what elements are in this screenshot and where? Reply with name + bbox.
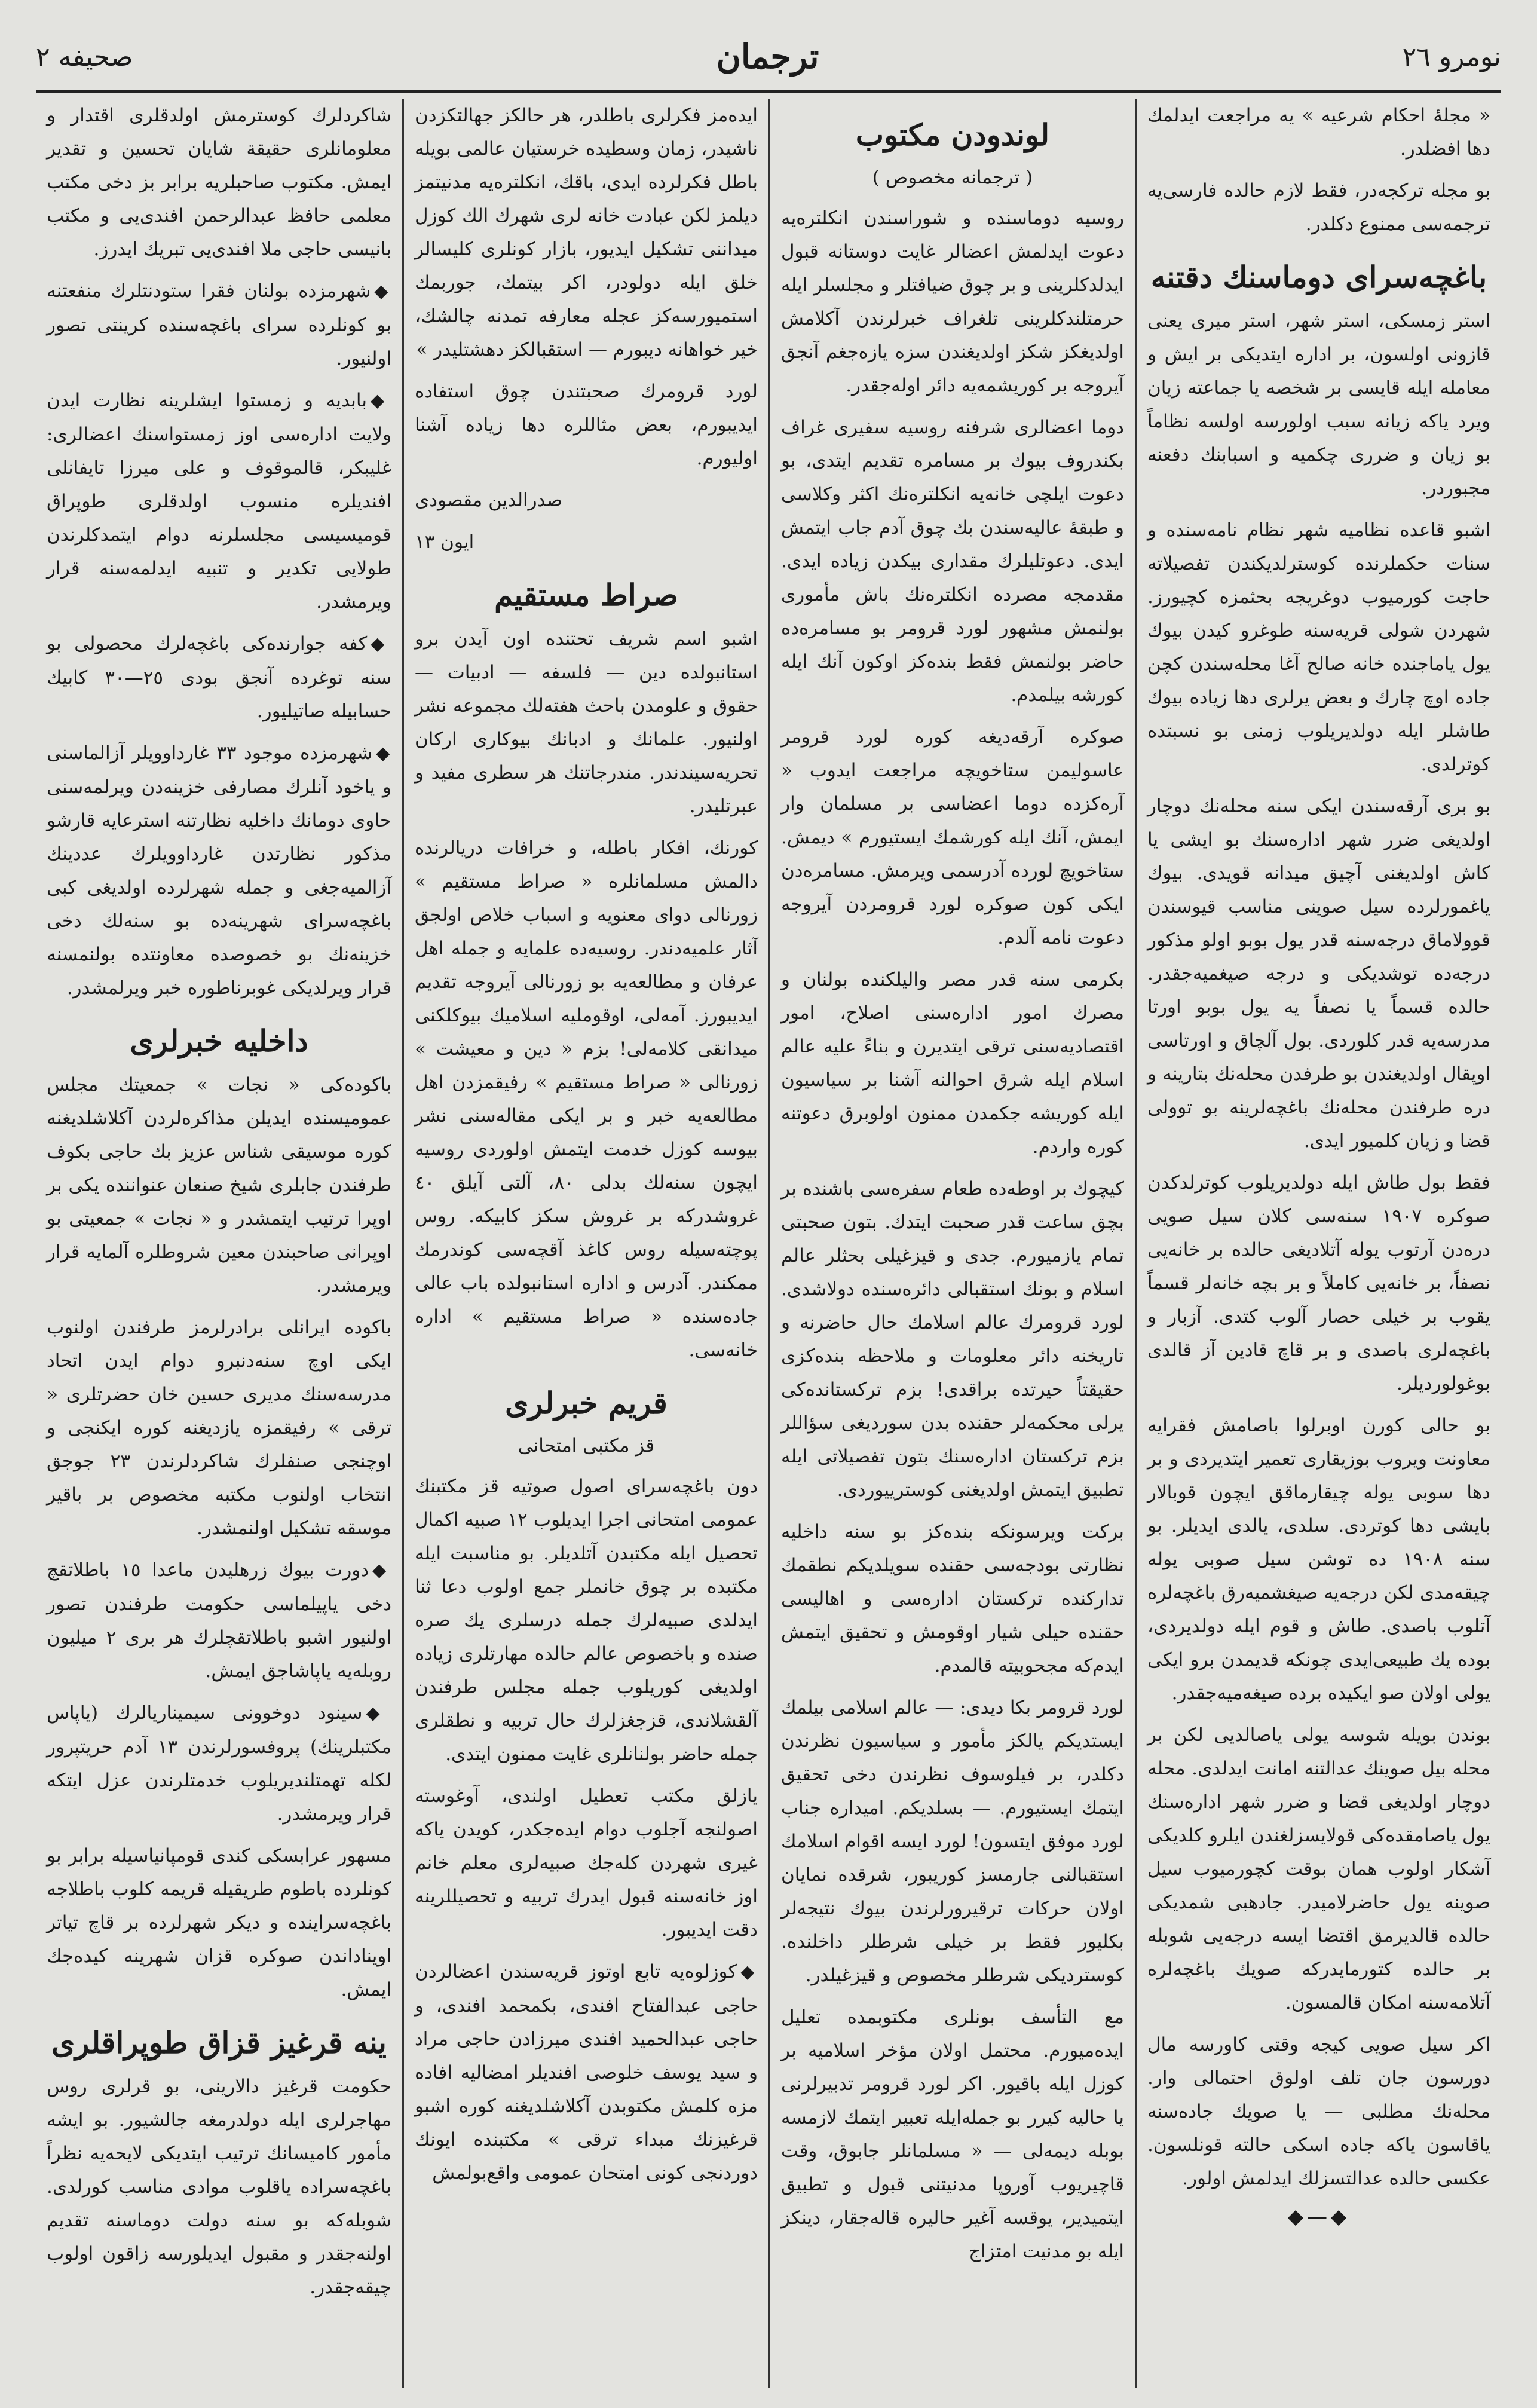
paragraph: روسیه دوماسنده و شوراسندن انکلتره‌یه دعوت ایدلمش اعضالر غایت دوستانه قبول ایدلدکلرینی و بر چوق ضیافتلر و مجلسلر ایله حرمتلندکلرینی تلغراف خبرلرندن آکلامش اولدیغکز شکز اولدیغندن سزه یازه‌جغم آنجق آیروجه بر کوریشمه‌یه دائر اوله‌جقدر. bbox=[781, 207, 1124, 396]
paragraph bbox=[47, 274, 391, 375]
paragraph: بو حالی کورن اوبرلوا باصامش فقرایه معاونت ویروب بوزیقاری تعمیر ایتدیردی و بر دها سوبی یوله چیقارماقق ایچون قوبالار بایشی دها کوتردی. سلدی، یالدی ایدیلر. بو سنه ١٩٠٨ ده توشن سیل صوبی یوله چیقه‌مدی لکن درجه‌یه صیغشمیه‌رق باغچه‌لره آتلوب باصدی. طاش و قوم ایله دولدیردی، بوده یك طبیعی‌ایدی چونکه قدیمدن برو ایکی یولی اولان صو ایکیده برده صیغه‌میه‌جقدر. bbox=[1147, 1415, 1490, 1704]
paragraph bbox=[47, 1696, 391, 1831]
columns bbox=[36, 99, 1501, 2388]
article-heading: صراط مستقیم bbox=[494, 577, 678, 613]
paragraph: شاکردلرك کوسترمش اولدقلری اقتدار و معلومانلری حقیقة شایان تحسین و تقدیر ایمش. مکتوب صاحبلریه برابر بز دخی مکتب معلمی حافظ عبدالرحمن افندی‌یی و مکتب بانیسی حاجی ملا افندی‌یی تبریك ایدرز. bbox=[47, 105, 391, 260]
paragraph: دون باغچه‌سرای اصول صوتیه قز مکتبنك عمومی امتحانی اجرا ایدیلوب ١٢ صبیه اکمال تحصیل ایله مکتبدن آتلدیلر. بو مناسبت ایله مکتبده بر چوق خانملر جمع اولوب دعا ثنا ایدلدی صبیه‌لرك جمله درسلری یك صره صنده و باخصوص عالم حالده مهارتلری زیاده اولدیغی کوریلوب جمله مجلس طرفندن آلقشلاندی، قزجغزلرك حال تربیه و نطقلری جمله حاضر بولنانلری غایت ممنون ایتدی. bbox=[415, 1476, 758, 1765]
page-header bbox=[36, 24, 1501, 93]
paragraph bbox=[47, 736, 391, 1005]
divider-ornament: ◆—◆ bbox=[1287, 2205, 1351, 2229]
paragraph: فقط بول طاش ایله دولدیریلوب کوترلدکدن صوکره ١٩٠٧ سنه‌سی کلان سیل صویی دره‌دن آرتوب یوله آتلادیغی حالده بر خانه‌یی نصفاً، بر خانه‌یی کاملاً و بر بچه خانه‌لر قسماً یقوب بر خیلی حصار آلوب کتدی. آزبار و باغچه‌لری باصدی و بر قاچ قادین آز قالدی بوغولوردیلر. bbox=[1147, 1172, 1491, 1394]
diamond-icon: ◆ bbox=[372, 1560, 391, 1581]
paragraph: ایده‌مز فکرلری باطلدر، هر حالکز جهالتکزدن ناشیدر، زمان وسطیده خرستیان عالمی بویله باطل فکرلرده ایدی، باقك، انکلتره‌یه مدنیتمز دیلمز لکن عبادت خانه لری شهرك الك کوزل میداننی تشکیل ایدیور، بازار کونلری کلیسالر خلق ایله دولودر، اکر بیتمك، جوربمك استمیورسه‌کز عجله معارفه تمدنه چالشك، خیر خواهانه دیبورم — استقبالکز دهشتلیدر » bbox=[415, 105, 758, 360]
paragraph bbox=[47, 1553, 391, 1688]
paragraph: اشبو قاعده نظامیه شهر نظام نامه‌سنده و سنات حکملرنده کوسترلدیکندن تفصیلاته حاجت کورمیوب دوغریجه بحثمزه کچیورز. شهردن شولی قریه‌سنه طوغرو کیدن بیوك یول یاماجنده خانه صالح آغا محله‌سندن کچن جاده اوچ چارك و بعض یرلری دها زیاده بیوك طاشلر ایله دولدیریلوب زمنی بو نسبتده کوترلدی. bbox=[1147, 519, 1490, 775]
diamond-icon: ◆ bbox=[366, 1703, 391, 1724]
paragraph: استر زمسکی، استر شهر، استر میری یعنی قازونی اولسون، بر اداره ایتدیکی بر ایش و معامله ایله قایسی بر شخصه یا جماعته زیان ویرد یاکه زیانه سبب اولورسه اولسه نظاماً بو زیان و ضرری چکمیه و اسبابنك دفعنه مجبوردر. bbox=[1147, 310, 1490, 499]
paragraph: بوندن بویله شوسه یولی یاصالدیی لکن بر محله بیل صوینك عدالتنه امانت ایدلدی. محله دوچار اولدیغی قضا و ضرر شهر اداره‌سنك یول یاصامقده‌کی قولایسزلغندن ایلرو کلدیکی آشکار اولوب همان بوقت کچورمیوب سیل صوینه یول حاضرلامیدر. جادهبی شمدیکی حالده قالدیرمق اقتضا ایسه درجه‌یی شوبله بر حالده کتورمایدرکه صویك باغچه‌لره آتلامه‌سنه امکان قالمسون. bbox=[1147, 1724, 1490, 2014]
column-2 bbox=[768, 99, 1135, 2388]
paragraph: حکومت قرغیز دالارینی، بو قرلری روس مهاجرلری ایله دولدرمغه جالشیور. بو ایشه مأمور کامیسانك ترتیب ایتدیکی لایحه‌یه نظراً باغچه‌سراده یاقلوب موادی مناسب کورلدی. شوبله‌که بو سنه دولت دوماسنه تقدیم اولنه‌جقدر و مقبول ایدیلورسه زاقون اولوب چیقه‌جقدر. bbox=[47, 2076, 391, 2298]
paragraph bbox=[47, 627, 391, 728]
paragraph-text: شهرمزده موجود ٣٣ غارداوویلر آزالماسنی و یاخود آنلرك مصارفی خزینه‌دن ویرلمه‌سنی حاوی دومانك داخلیه نظارتنه استرعایه قارشو مذکور نظارتدن غارداوویلرك عددینك آزالمیه‌جغی و جمله شهرلرده اولدیغی کبی باغچه‌سرای شهرینه‌ده بو سنه‌لك دخی خزینه‌نك بو خصوصده معاونتده بولنمسنه قرار ویرلدیکی غوبرناطوره خبر ویرلمشدر. bbox=[47, 742, 391, 999]
paragraph: بکرمی سنه قدر مصر والیلکنده بولنان و مصرك امور اداره‌سنی اصلاح، امور اقتصادیه‌سنی ترقی ایتدیرن و بناءً علیه عالم اسلام ایله شرق احوالنه آشنا بر سیاسیون ایله کوریشه جکمدن ممنون اولوبرق دعوتنه کوره واردم. bbox=[781, 969, 1124, 1158]
article-heading: لوندودن مکتوب bbox=[855, 117, 1050, 152]
diamond-icon: ◆ bbox=[371, 390, 391, 411]
paragraph-text: شهرمزده بولنان فقرا ستودنتلرك منفعتنه بو کونلرده سرای باغچه‌سنده کرینتی تصور اولنیور. bbox=[47, 280, 391, 369]
signature-date: ایون ١٣ bbox=[415, 531, 474, 553]
article-heading: قریم خبرلری bbox=[505, 1385, 668, 1421]
diamond-icon: ◆ bbox=[371, 634, 391, 654]
paragraph: کیچوك بر اوطه‌ده طعام سفره‌سی باشنده بر بچق ساعت قدر صحبت ایتدك. بتون صحبتی تمام یازمیورم. جدی و قیزغیلی بحثلر عالم اسلام و بونك استقبالی دائره‌سنده دولاشدی. لورد قرومرك عالم اسلامك حال حاضرنه و تاریخنه دائر معلومات و ملاحظه بنده‌کزی حقیقتاً حیرتده براقدی! بزم ترکستانده‌کی یرلی محکمه‌لر حقنده بدن سوردیغی سؤاللر بزم ترکستان اداره‌سنك بتون تفصیلاتی ایله تطبیق ایتمش اولدیغنی کوسترییوردی. bbox=[781, 1178, 1124, 1501]
paragraph: بو بری آرقه‌سندن ایکی سنه محله‌نك دوچار اولدیغی ضرر شهر اداره‌سنك بو ایشی یا کاش اولدیغنی آچیق میدانه قویدی. بیوك یاغمورلرده سیل صوینی مناسب قیوسندن قوولاماق درجه‌سنه قدر یول بوبو اولو مذکور درجه‌ده توشدیکی و درجه صیغمیه‌جقدر. حالده قسماً یا نصفاً یه یول بوبو اورتا مدرسه‌یه قدر کلوردی. بول آلچاق و اورتاسی اوپقال اولدیغندن بو طرفدن محله‌نك بتارینه و دره طرفندن محله‌نك باغچه‌لرینه بو توولی قضا و زیان کلمیور ایدی. bbox=[1147, 795, 1490, 1152]
column-4 bbox=[36, 99, 402, 2388]
paragraph: مسهور عرابسکی کندی قومپانیاسیله برابر بو کونلرده باطوم طریقیله قریمه کلوب باطلاجه باغچه‌سراینده و دیکر شهرلرده بر قاچ تیاتر اویناداندن صوکره قزان شهرینه کیده‌جك ایمش. bbox=[47, 1845, 391, 2000]
diamond-icon: ◆ bbox=[376, 743, 391, 764]
paragraph: دوما اعضالری شرفنه روسیه سفیری غراف بکندروف بیوك بر مسامره تقدیم ایتدی، بو دعوت ایلچی خانه‌یه انکلتره‌نك اکثر وکلاسی و طبقۀ عالیه‌سندن بك چوق آدم جاب ایتمش ایدی. دعوتلیلرك مقداری بیکدن زیاده ایدی. مقدمجه مصرده انکلتره‌نك باش مأموری بولنمش مشهور لورد قرومر بو مسامره‌ده حاضر بولنمش فقط بنده‌کز اوکون آنك ایله کورشه بیلمدم. bbox=[781, 417, 1124, 706]
article-heading: داخلیه خبرلری bbox=[130, 1023, 308, 1058]
paragraph: باکوده ایرانلی برادرلرمز طرفندن اولنوب ایکی اوچ سنه‌دنبرو دوام ایدن اتحاد مدرسه‌سنك مدیری حسین خان حضرتلری « ترقی » رفیقمزه یازدیغنه کوره ایکنجی و اوچنجی صنفلرك شاکردلرندن ٢٣ جوجق انتخاب اولنوب مکتبه مخصوص بر باقیر موسقه تشکیل اولنمشدر. bbox=[47, 1317, 391, 1539]
paragraph: صوکره آرقه‌دیغه کوره لورد قرومر عاسولیمن ستاخویچه مراجعت ایدوب « آره‌کزده دوما اعضاسی بر مسلمان وار ایمش، آنك ایله کورشمك ایستیورم » دیمش. ستاخویچ لورده آدرسمی ویرمش. مسامره‌دن ایکی کون صوکره لورد قرومردن آیروجه دعوت نامه آلدم. bbox=[781, 726, 1124, 948]
column-1 bbox=[1135, 99, 1501, 2388]
author-signature: صدرالدین مقصودی bbox=[415, 489, 563, 511]
paragraph-text: دورت بیوك زرهلیدن ماعدا ١٥ باطلاتقچ دخی یاپیلماسی حکومت طرفندن تصور اولنیور اشبو باطلاتقچلرك هر بری ٢ میلیون روبله‌یه یاپاشاجق ایمش. bbox=[47, 1559, 391, 1682]
paragraph bbox=[415, 1955, 758, 2190]
paragraph-text: کوزلوه‌یه تابع اوتوز قریه‌سندن اعضالردن حاجی عبدالفتاح افندی، بکمحمد افندی، و حاجی عبدالحمید افندی میرزادن حاجی مراد و سید یوسف خلوصی افندیلر امضالیه افاده مزه کلمش مکتوبدن آکلاشلدیغنه کوره اشبو قرغیزنك مبداء ترقی » مکتبنده ایونك دوردنجی کونی امتحان عمومی واقع‌بولمش bbox=[415, 1961, 758, 2184]
paragraph-text: کفه جوارنده‌کی باغچه‌لرك محصولی بو سنه توغرده آنجق بودی ٢٥—٣٠ کابیك حسابیله صاتیلیور. bbox=[47, 633, 391, 722]
newspaper-title: ترجمان bbox=[716, 37, 819, 77]
paragraph: لورد قرومرك صحبتندن چوق استفاده ایدیبورم، بعض مثاللره دها زیاده آشنا اولیورم. bbox=[415, 381, 758, 469]
paragraph: بو مجله ترکجه‌در، فقط لازم حالده فارسی‌یه ترجمه‌سی ممنوع دکلدر. bbox=[1147, 180, 1490, 235]
paragraph: اشبو اسم شریف تحتنده اون آیدن برو استانبولده دین — فلسفه — ادبیات — حقوق و علومدن باحث هفته‌لك مجموعه نشر اولنیور. علمانك و ادبانك بیوکاری ارکان تحریه‌سیندندر. مندرجاتنك هر سطری مفید و عبرتلیدر. bbox=[415, 628, 758, 817]
article-heading: ینه قرغیز قزاق طوپراقلری bbox=[51, 2025, 387, 2060]
paragraph: « مجلۀ احکام شرعیه » یه مراجعت ایدلمك دها افضلدر. bbox=[1147, 105, 1490, 160]
paragraph: مع التأسف بونلری مکتوبمده تعلیل ایده‌میورم. محتمل اولان مؤخر اسلامیه بر کوزل ایله باقیور. اکر لورد قرومر تدبیرلرنی یا حالیه کیرر بو جمله‌ایله تعبیر ایتمك لازمسه بوبله دیمه‌لی — « مسلمانلر جابوق، وقت قاچیریوب آوروپا مدنیتنی قبول و تطبیق ایتمیدیر، یوقسه آغیر حالیره قاله‌جقار، دینکز ایله بو مدنیت امتزاج bbox=[781, 2006, 1124, 2262]
paragraph: باکوده‌کی « نجات » جمعیتك مجلس عمومیسنده ایدیلن مذاکره‌لردن آکلاشلدیغنه کوره موسیقی شناس عزیز بك حاجی بکوف طرفندن جابلری شیخ صنعان عنواننده یکی بر اوپرا ترتیب ایتمشدر و « نجات » جمعیتی بو اوپرانی صاحبندن معین شروطلره آلمایه قرار ویرمشدر. bbox=[47, 1074, 391, 1296]
column-3 bbox=[402, 99, 768, 2388]
diamond-icon: ◆ bbox=[374, 281, 391, 302]
paragraph: لورد قرومر بکا دیدی: — عالم اسلامی بیلمك ایستدیکم یالکز مأمور و سیاسیون نظرندن دکلدر، بر فیلوسوف نظرندن دخی تحقیق ایتمك ایستیورم. — بسلدیکم. امیداره جناب لورد موفق ایتسون! لورد ایسه اقوام اسلامك استقبالنی جارمسز کوریبور، شرقده نمایان اولان حرکات ترقیرورلرندن بیوك نتیجه‌لر بکلیور فقط بر خیلی شرطلر داخلنده. کوستردیکی شرطلر مخصوص و قیزغیلدر. bbox=[781, 1697, 1124, 1986]
paragraph-text: سینود دوخوونی سیمیناریالرك (یاپاس مکتبلرینك) پروفسورلرندن ١٣ آدم حریتپرور لکله تهمتلندیریلوب خدمتلرندن عزل ایتکه قرار ویرمشدر. bbox=[47, 1702, 391, 1825]
article-subheading: ( ترجمانه مخصوص ) bbox=[872, 167, 1033, 188]
paragraph: یازلق مکتب تعطیل اولندی، آوغوسته اصولنجه آجلوب دوام ایده‌جکدر، کویدن یاکه غیری شهردن کله‌جك صبیه‌لری معلم خانم اوز خانه‌سنه قبول ایدرك تربیه و تحصیللرینه دقت ایدیبور. bbox=[415, 1785, 758, 1941]
paragraph: برکت ویرسونکه بنده‌کز بو سنه داخلیه نظارتی بودجه‌سی حقنده سویلدیکم نطقمك تدارکنده ترکستان اداره‌سی و اهالیسی حقنده حیلی شیار اوقومش و تحقیق ایتمش ایدم‌که مجحوبیته قالمدم. bbox=[781, 1521, 1124, 1676]
issue-number: نومرو ٢٦ bbox=[1402, 41, 1501, 72]
paragraph: اکر سیل صویی کیجه وقتی کاورسه مال دورسون جان تلف اولوق احتمالی وار. محله‌نك مطلبی — یا صویك جاده‌سنه یاقاسون یاکه جاده اسکی حالته قونلسون. عکسی حالده عدالتسزلك ایدلمش اولور. bbox=[1147, 2034, 1490, 2189]
paragraph bbox=[47, 384, 391, 619]
diamond-icon: ◆ bbox=[740, 1962, 758, 1982]
paragraph-text: بابدیه و زمستوا ایشلرینه نظارت ایدن ولایت اداره‌سی اوز زمستواسنك اعضالری: غلیبکر، قالموقوف و علی میرزا تایفانلی افندیلره منسوب اولدقلری طوپراق قومیسیسی مجلسلرنه دوام ایتمدکلرندن طولایی تکدیر و تنبیه ایدلمه‌سنه قرار ویرمشدر. bbox=[47, 390, 391, 613]
article-heading: باغچه‌سرای دوماسنك دقتنه bbox=[1150, 259, 1487, 295]
page-number: صحیفه ٢ bbox=[36, 41, 133, 72]
paragraph: کورنك، افکار باطله، و خرافات دریالرنده دالمش مسلمانلره « صراط مستقیم » زورنالی دوای معنویه و اسباب خلاص اولجق آثار علمیه‌دندر. روسیه‌ده علمایه و جمله اهل عرفان و مطالعه‌یه بو زورنالی آیروجه تقدیم ایدیبورز. آمه‌لی، اوقوملیه اسلامیك بیوکلکنی میدانقی کلامه‌لی! بزم « دین و معیشت » زورنالی « صراط مستقیم » رفیقمزدن اهل مطالعه‌یه خبر و بر ایکی مقاله‌سنی نشر بیوسه کوزل خدمت ایتمش اولوردی روسیه ایچون سنه‌لك بدلی ٨٠، آلتی آیلق ٤٠ غروشدر‌که بر غروش سکز کابیکه. روس پوچته‌سیله روس کاغذ آقچه‌سی کوندرمك ممکندر. آدرس و اداره استانبولده باب عالی جاده‌سنده « صراط مستقیم » اداره خانه‌سی. bbox=[415, 837, 758, 1361]
article-subheading: قز مکتبی امتحانی bbox=[518, 1435, 655, 1457]
